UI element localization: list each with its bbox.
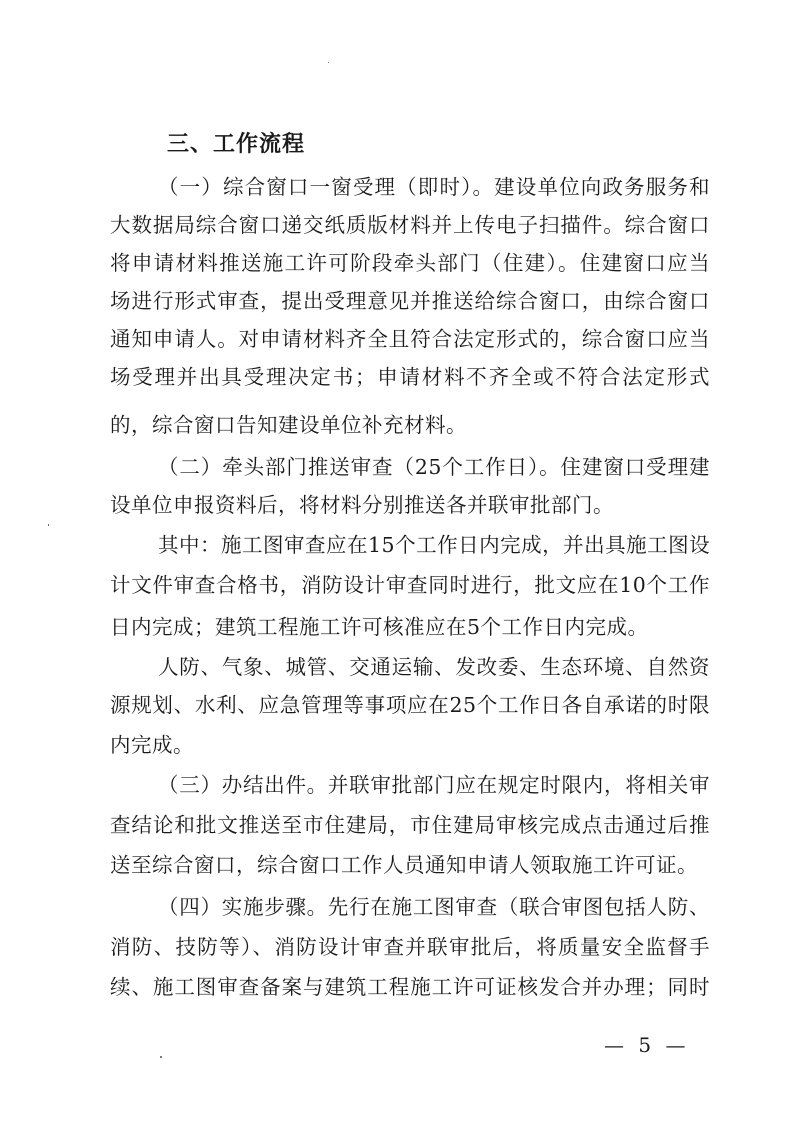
paragraph-1-line-4: 场进行形式审查，提出受理意见并推送给综合窗口，由综合窗口: [110, 289, 710, 313]
paragraph-6-line-3: 续、施工图审查备案与建筑工程施工许可证核发合并办理；同时: [110, 975, 710, 999]
paragraph-1-line-6: 场受理并出具受理决定书；申请材料不齐全或不符合法定形式: [110, 365, 710, 389]
scan-speck: [48, 524, 49, 526]
paragraph-5-line-2: 查结论和批文推送至市住建局，市住建局审核完成点击通过后推: [110, 813, 710, 837]
paragraph-1-line-2: 大数据局综合窗口递交纸质版材料并上传电子扫描件。综合窗口: [110, 213, 710, 237]
paragraph-4-line-2: 源规划、水利、应急管理等事项应在25个工作日各自承诺的时限: [110, 693, 710, 717]
paragraph-5-line-1: （三）办结出件。并联审批部门应在规定时限内，将相关审: [158, 773, 710, 797]
paragraph-4-line-1: 人防、气象、城管、交通运输、发改委、生态环境、自然资: [158, 655, 710, 679]
paragraph-2-line-2: 设单位申报资料后，将材料分别推送各并联审批部门。: [110, 493, 614, 517]
paragraph-3-line-2: 计文件审查合格书，消防设计审查同时进行，批文应在10个工作: [110, 573, 710, 597]
paragraph-2-line-1: （二）牵头部门推送审查（25个工作日）。住建窗口受理建: [158, 455, 710, 479]
paragraph-1-line-3: 将申请材料推送施工许可阶段牵头部门（住建）。住建窗口应当: [110, 251, 710, 275]
paragraph-6-line-1: （四）实施步骤。先行在施工图审查（联合审图包括人防、: [158, 895, 710, 919]
paragraph-1-line-5: 通知申请人。对申请材料齐全且符合法定形式的，综合窗口应当: [110, 327, 710, 351]
page-number: — 5 —: [604, 1033, 690, 1057]
paragraph-5-line-3: 送至综合窗口，综合窗口工作人员通知申请人领取施工许可证。: [110, 853, 698, 877]
paragraph-6-line-2: 消防、技防等）、消防设计审查并联审批后，将质量安全监督手: [110, 935, 710, 959]
scan-speck: [160, 1056, 162, 1058]
scan-speck: [328, 62, 329, 63]
paragraph-1-line-1: （一）综合窗口一窗受理（即时）。建设单位向政务服务和: [158, 175, 710, 199]
paragraph-1-line-7: 的，综合窗口告知建设单位补充材料。: [110, 413, 467, 437]
paragraph-3-line-3: 日内完成；建筑工程施工许可核准应在5个工作日内完成。: [110, 615, 649, 639]
section-heading: 三、工作流程: [167, 132, 306, 157]
paragraph-3-line-1: 其中：施工图审查应在15个工作日内完成，并出具施工图设: [158, 533, 711, 557]
paragraph-4-line-3: 内完成。: [110, 733, 194, 757]
